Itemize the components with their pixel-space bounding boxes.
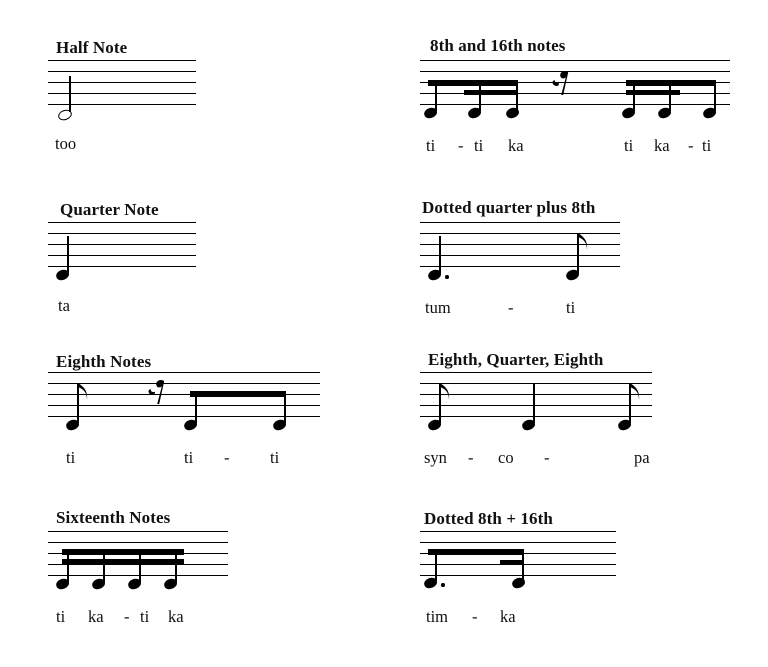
syllable: co [498,448,514,467]
beam [626,80,716,86]
staff-line [48,71,196,72]
staff-line [420,266,620,267]
panel-title-quarter-note: Quarter Note [60,200,159,219]
note-stem [103,552,105,582]
eighth-flag-icon [78,383,89,400]
staff-line [48,372,320,373]
augmentation-dot [445,275,449,279]
beam-secondary [464,90,518,95]
syllable: ti [702,136,712,155]
staff-line [420,244,620,245]
panel-title-eighth-and-sixteenth-notes: 8th and 16th notes [430,36,566,55]
syllable: ti [140,607,150,626]
syllable: ti [566,298,576,317]
syllable: ti [624,136,634,155]
note-stem [435,83,437,111]
notehead-hollow [57,108,74,122]
panel-title-dotted-eighth-plus-sixteenth: Dotted 8th + 16th [424,509,553,528]
syllable: ka [88,607,104,626]
note-stem [195,393,197,423]
augmentation-dot [441,583,445,587]
beam [190,391,286,397]
staff-line [420,372,652,373]
staff-line [48,233,196,234]
notehead-filled [505,106,520,119]
beam [62,549,184,555]
syllable: - [224,448,230,467]
syllable: ti [56,607,66,626]
note-stem [669,83,671,111]
note-stem [175,552,177,582]
note-stem [67,236,69,273]
syllable: ka [508,136,524,155]
syllable: pa [634,448,650,467]
syllable: ti [474,136,484,155]
syllable: ta [58,296,70,315]
beam [428,549,524,555]
staff-line [48,255,196,256]
staff-line [48,60,196,61]
syllable: too [55,134,77,153]
note-stem [67,552,69,582]
staff-line [420,383,652,384]
beam [428,80,518,86]
staff-line [48,564,228,565]
staff-line [420,104,730,105]
syllable: ti [184,448,194,467]
staff-line [420,531,616,532]
note-stem [633,83,635,111]
note-stem [516,83,518,111]
staff-line [420,222,620,223]
syllable: - [508,298,514,317]
staff-line [48,542,228,543]
beam-secondary [500,560,524,565]
panel-title-dotted-quarter-plus-eighth: Dotted quarter plus 8th [422,198,596,217]
syllable: ti [426,136,436,155]
notehead-filled [511,576,526,589]
note-stem [522,552,524,581]
syllable: ti [270,448,280,467]
syllable: ka [168,607,184,626]
panel-title-half-note: Half Note [56,38,128,57]
staff-line [48,266,196,267]
eighth-rest-icon [148,378,166,406]
note-stem [479,83,481,111]
staff-line [48,405,320,406]
syllable: tim [426,607,449,626]
staff-line [48,222,196,223]
syllable: - [468,448,474,467]
note-stem [439,236,441,273]
eighth-flag-icon [578,233,589,250]
syllable: syn [424,448,447,467]
syllable: ka [500,607,516,626]
note-stem [435,552,437,581]
staff-line [48,575,228,576]
staff-line [48,531,228,532]
staff-line [420,575,616,576]
eighth-flag-icon [630,383,641,400]
syllable: - [688,136,694,155]
panel-title-eighth-quarter-eighth: Eighth, Quarter, Eighth [428,350,604,369]
panel-title-eighth-notes: Eighth Notes [56,352,152,371]
eighth-rest-icon [552,68,570,98]
staff-line [420,60,730,61]
syllable: - [124,607,130,626]
note-stem [533,384,535,423]
staff-line [420,233,620,234]
syllable: tum [425,298,451,317]
note-stem [284,393,286,423]
syllable: - [458,136,464,155]
staff-line [420,542,616,543]
note-stem [69,76,71,112]
syllable: ka [654,136,670,155]
staff-line [420,416,652,417]
syllable: ti [66,448,76,467]
staff-line [48,244,196,245]
panel-title-sixteenth-notes: Sixteenth Notes [56,508,171,527]
staff-line [48,416,320,417]
eighth-flag-icon [440,383,451,400]
staff-line [420,394,652,395]
syllable: - [544,448,550,467]
syllable: - [472,607,478,626]
note-stem [139,552,141,582]
beam-secondary [62,559,184,564]
staff-line [420,71,730,72]
staff-line [420,405,652,406]
note-stem [714,83,716,111]
staff-line [420,255,620,256]
